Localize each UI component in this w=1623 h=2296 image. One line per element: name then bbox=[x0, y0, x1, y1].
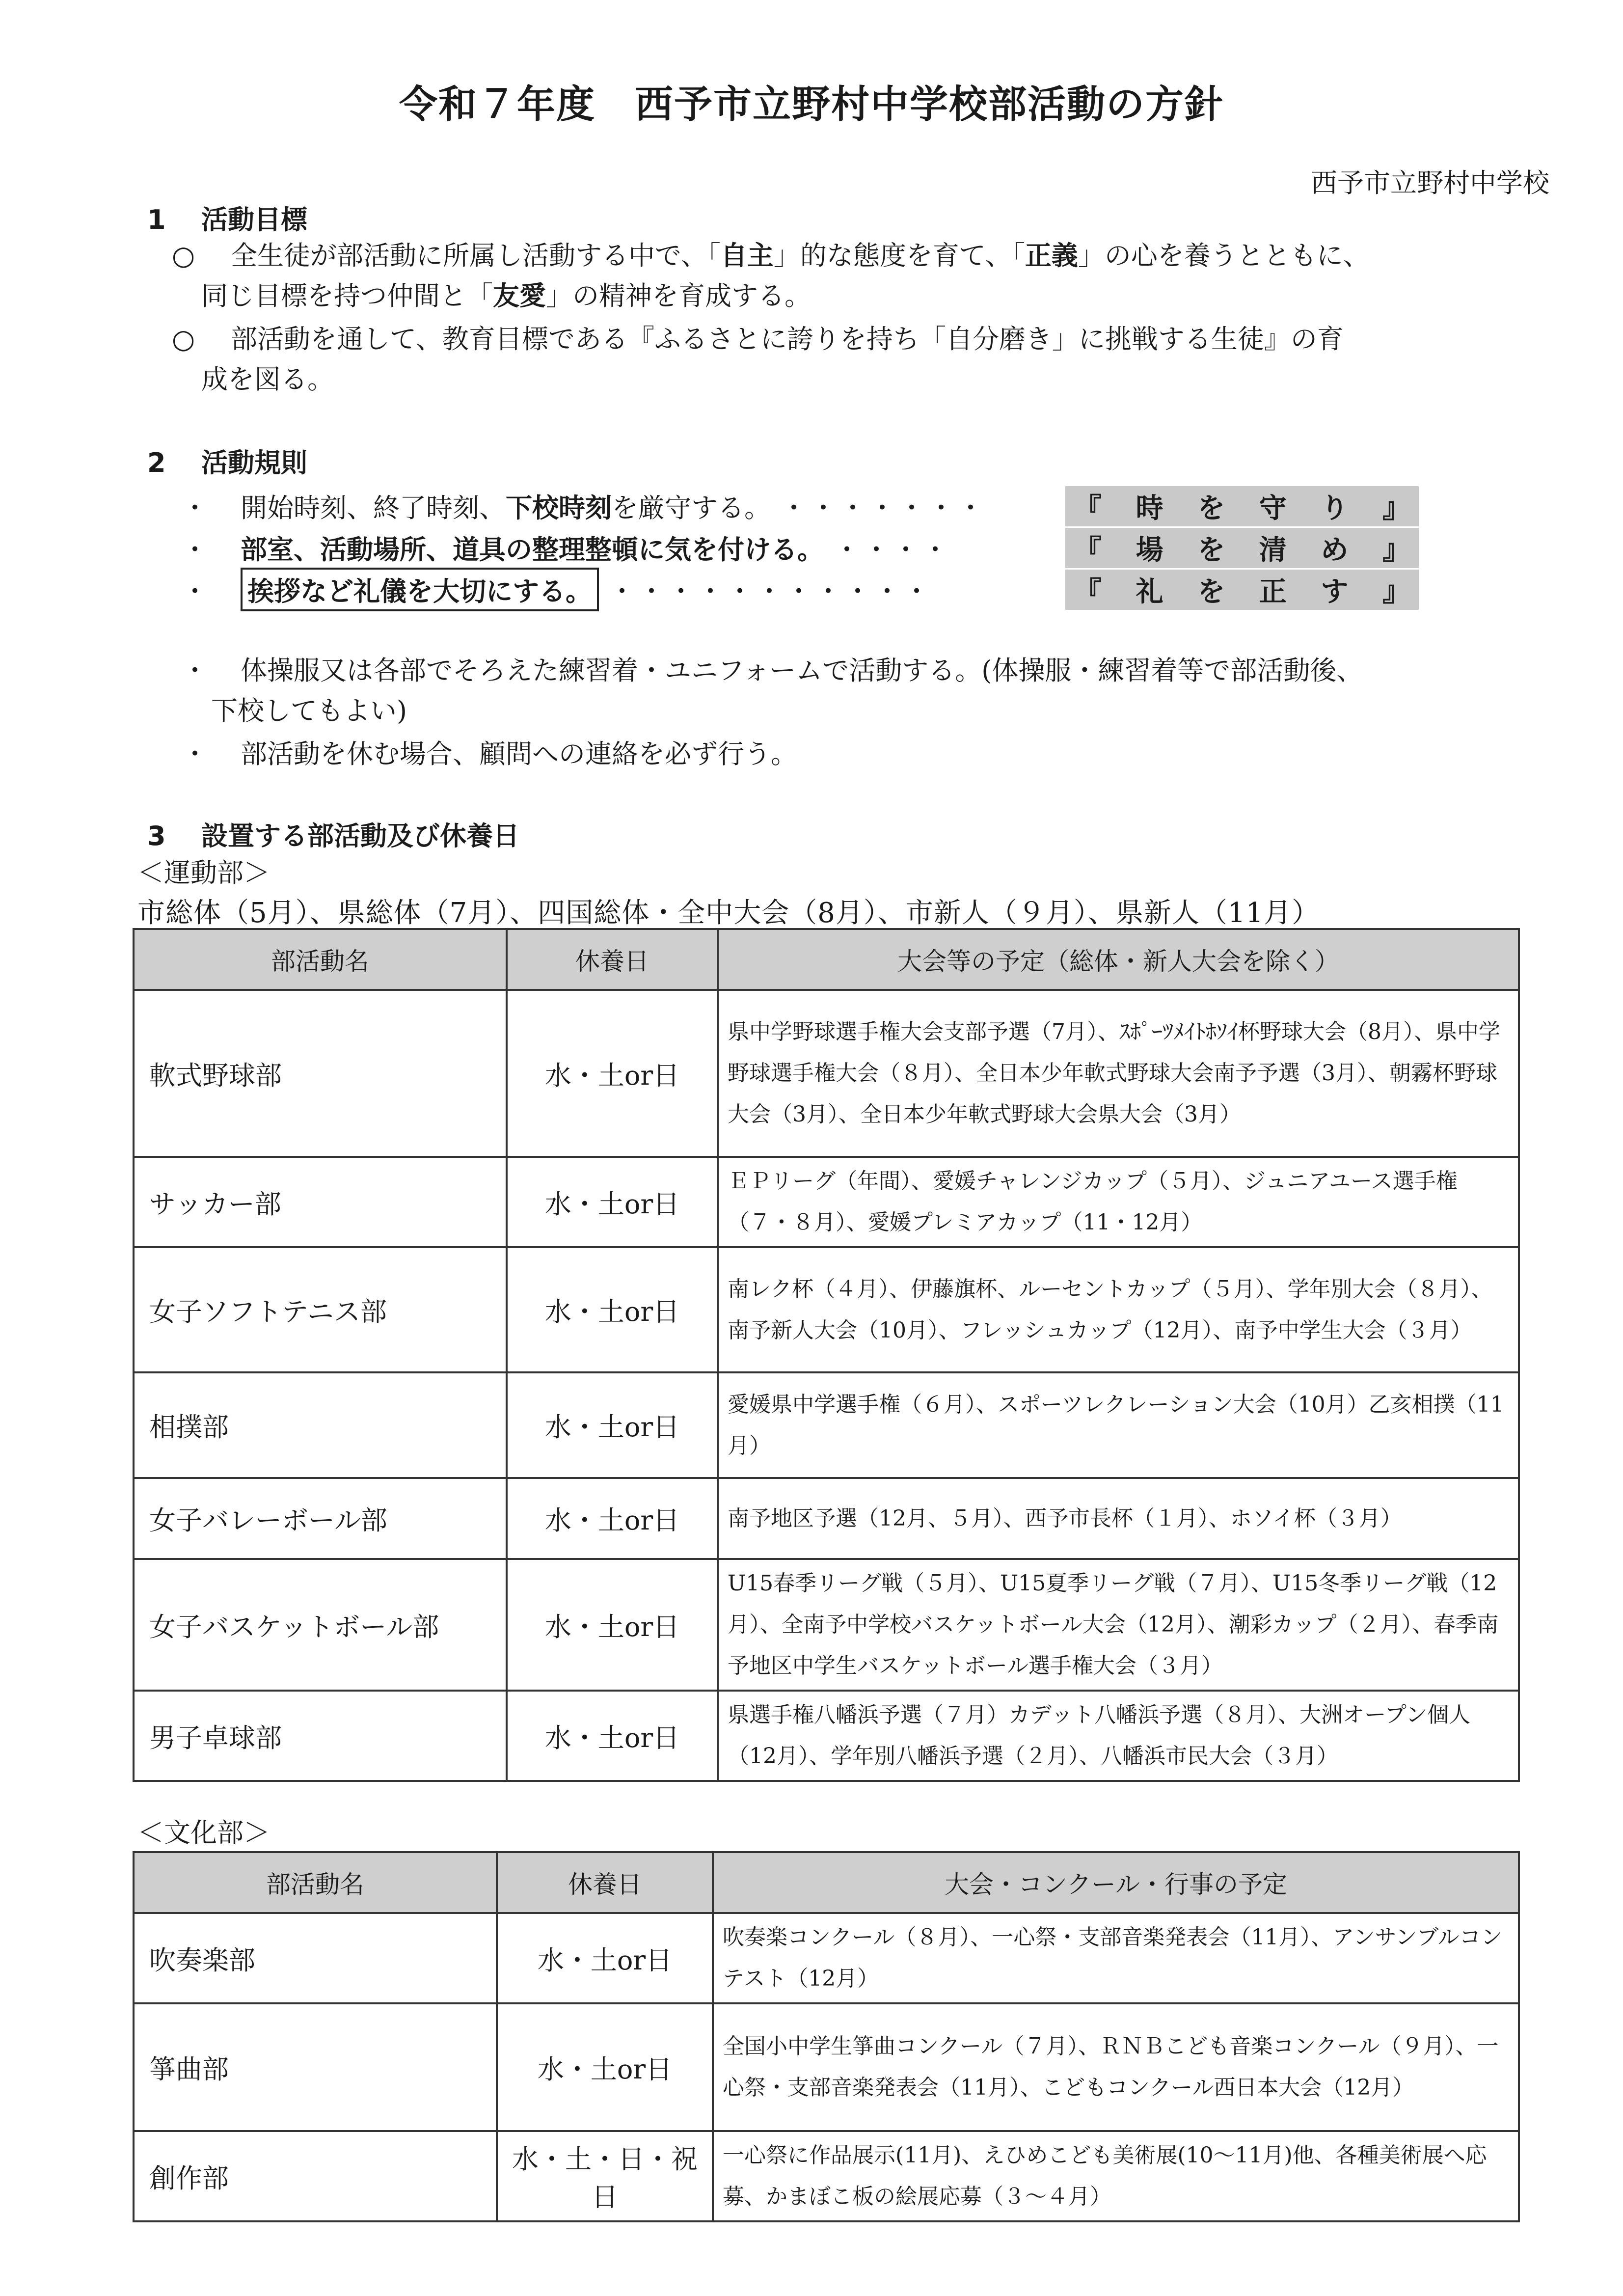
motto-clean-place bbox=[1065, 528, 1419, 568]
motto-char: 守 bbox=[1259, 492, 1287, 524]
motto-char: 時 bbox=[1136, 492, 1163, 524]
goal-item-2 bbox=[172, 319, 1532, 400]
page-title: 令和７年度 西予市立野村中学校部活動の方針 bbox=[399, 82, 1224, 127]
header-club-name: 部活動名 bbox=[134, 1852, 497, 1913]
club-events: 吹奏楽コンクール（８月）、一心祭・支部音楽発表会（11月）、アンサンブルコンテスト（12月） bbox=[713, 1913, 1519, 2003]
note-text: 部活動を休む場合、顧問への連絡を必ず行う。 bbox=[241, 738, 797, 769]
motto-char: 』 bbox=[1382, 576, 1410, 608]
goal-mark: ○ bbox=[172, 240, 195, 271]
club-name: 創作部 bbox=[134, 2131, 497, 2221]
club-name: 吹奏楽部 bbox=[134, 1913, 497, 2003]
section3-number: 3 bbox=[147, 820, 166, 851]
note-absence bbox=[182, 734, 1542, 774]
rule-bullet: ・ bbox=[182, 492, 208, 523]
note-uniform bbox=[182, 651, 1542, 731]
club-name: 女子バスケットボール部 bbox=[134, 1559, 507, 1691]
club-events: ＥＰリーグ（年間）、愛媛チャレンジカップ（５月）、ジュニアユース選手権（７・８月）、愛媛プレミアカップ（11・12月） bbox=[718, 1157, 1519, 1247]
table-header-row bbox=[134, 929, 1519, 990]
motto-char: 清 bbox=[1259, 534, 1287, 566]
rule-row bbox=[182, 525, 951, 570]
culture-label: ＜文化部＞ bbox=[137, 1817, 270, 1848]
table-row bbox=[134, 990, 1519, 1157]
motto-char: す bbox=[1321, 576, 1349, 608]
sports-tournaments: 市総体（5月）、県総体（7月）、四国総体・全中大会（8月）、市新人（９月）、県新人（11月） bbox=[137, 897, 1320, 929]
note-bullet: ・ bbox=[182, 738, 208, 769]
section2-number: 2 bbox=[147, 447, 166, 478]
club-name: 女子ソフトテニス部 bbox=[134, 1247, 507, 1372]
rest-day: 水・土or日 bbox=[507, 990, 718, 1157]
table-row bbox=[134, 1247, 1519, 1372]
rule-keyword: 部室、活動場所、道具の整理整頓に気を付ける。 bbox=[241, 534, 824, 565]
club-name: 軟式野球部 bbox=[134, 990, 507, 1157]
motto-char: 場 bbox=[1136, 534, 1163, 566]
section1-heading bbox=[147, 199, 307, 237]
club-events: 県選手権八幡浜予選（７月）カデット八幡浜予選（８月）、大洲オープン個人（12月）、学年別八幡浜予選（２月）、八幡浜市民大会（３月） bbox=[718, 1691, 1519, 1781]
table-row bbox=[134, 1691, 1519, 1781]
note-text: 下校してもよい) bbox=[211, 695, 407, 726]
goal-text: 」の心を養うとともに、 bbox=[1078, 240, 1370, 271]
section1-number: 1 bbox=[147, 204, 166, 235]
motto-char: を bbox=[1197, 492, 1225, 524]
club-events: 県中学野球選手権大会支部予選（7月）、ｽﾎﾟｰﾂﾒｲﾄﾎｿｲ杯野球大会（8月）、県中学野球選手権大会（８月）、全日本少年軟式野球大会南予予選（3月）、朝霧杯野球大会（3月）、全日本少年軟式野球大会県大会（3月） bbox=[718, 990, 1519, 1157]
motto-char: 『 bbox=[1074, 576, 1102, 608]
school-name: 西予市立野村中学校 bbox=[1311, 167, 1549, 198]
goal-text: 」の精神を育成する。 bbox=[546, 280, 811, 311]
goal-text: 成を図る。 bbox=[201, 364, 334, 395]
goal-mark: ○ bbox=[172, 324, 195, 355]
motto-char: 『 bbox=[1074, 492, 1102, 524]
sports-label: ＜運動部＞ bbox=[137, 857, 270, 888]
club-name: 箏曲部 bbox=[134, 2003, 497, 2131]
rest-day: 水・土・日・祝日 bbox=[497, 2131, 713, 2221]
table-row bbox=[134, 1913, 1519, 2003]
header-events: 大会・コンクール・行事の予定 bbox=[713, 1852, 1519, 1913]
club-events: 全国小中学生箏曲コンクール（７月）、ＲＮＢこども音楽コンクール（９月）、一心祭・支部音楽発表会（11月）、こどもコンクール西日本大会（12月） bbox=[713, 2003, 1519, 2131]
table-row bbox=[134, 2003, 1519, 2131]
rest-day: 水・土or日 bbox=[507, 1157, 718, 1247]
table-row bbox=[134, 1157, 1519, 1247]
goal-text: 全生徒が部活動に所属し活動する中で、「 bbox=[231, 240, 721, 271]
rest-day: 水・土or日 bbox=[497, 1913, 713, 2003]
motto-char: り bbox=[1321, 492, 1349, 524]
motto-char: を bbox=[1197, 534, 1225, 566]
header-club-name: 部活動名 bbox=[134, 929, 507, 990]
club-name: サッカー部 bbox=[134, 1157, 507, 1247]
table-row bbox=[134, 1372, 1519, 1478]
goal-item-1 bbox=[172, 236, 1532, 316]
club-events: 南予地区予選（12月、５月）、西予市長杯（１月）、ホソイ杯（３月） bbox=[718, 1478, 1519, 1559]
club-events: 愛媛県中学選手権（６月）、スポーツレクレーション大会（10月）乙亥相撲（11月） bbox=[718, 1372, 1519, 1478]
motto-manners bbox=[1065, 570, 1419, 610]
goal-text: 」的な態度を育て、「 bbox=[773, 240, 1025, 271]
rule-text: を厳守する。 bbox=[612, 492, 771, 523]
goal-text: 部活動を通して、教育目標である『ふるさとに誇りを持ち「自分磨き」に挑戦する生徒』の育 bbox=[231, 324, 1344, 355]
rule-bullet: ・ bbox=[182, 575, 208, 607]
section3-heading bbox=[147, 815, 519, 853]
rest-day: 水・土or日 bbox=[507, 1691, 718, 1781]
motto-char: め bbox=[1321, 534, 1349, 566]
goal-keyword: 自主 bbox=[720, 240, 774, 271]
rule-keyword-boxed: 挨拶など礼儀を大切にする。 bbox=[241, 568, 599, 611]
header-rest-day: 休養日 bbox=[507, 929, 718, 990]
motto-char: 『 bbox=[1074, 534, 1102, 566]
club-name: 相撲部 bbox=[134, 1372, 507, 1478]
club-events: U15春季リーグ戦（５月）、U15夏季リーグ戦（７月）、U15冬季リーグ戦（12月）、全南予中学校バスケットボール大会（12月）、潮彩カップ（２月）、春季南予地区中学生バスケットボール選手権大会（３月） bbox=[718, 1559, 1519, 1691]
table-row bbox=[134, 2131, 1519, 2221]
note-text: 体操服又は各部でそろえた練習着・ユニフォームで活動する。(体操服・練習着等で部活動後、 bbox=[241, 655, 1363, 686]
leader-dots: ・・・・ bbox=[834, 534, 951, 565]
rest-day: 水・土or日 bbox=[507, 1372, 718, 1478]
rule-bullet: ・ bbox=[182, 534, 208, 565]
section2-title: 活動規則 bbox=[201, 447, 307, 478]
rule-row bbox=[182, 567, 933, 611]
note-bullet: ・ bbox=[182, 655, 208, 686]
rest-day: 水・土or日 bbox=[507, 1559, 718, 1691]
club-events: 南レク杯（４月）、伊藤旗杯、ルーセントカップ（５月）、学年別大会（８月）、南予新人大会（10月）、フレッシュカップ（12月）、南予中学生大会（３月） bbox=[718, 1247, 1519, 1372]
club-events: 一心祭に作品展示(11月)、えひめこども美術展(10～11月)他、各種美術展へ応募、かまぼこ板の絵展応募（３～４月） bbox=[713, 2131, 1519, 2221]
rest-day: 水・土or日 bbox=[507, 1478, 718, 1559]
leader-dots: ・・・・・・・ bbox=[781, 492, 987, 523]
goal-keyword: 正義 bbox=[1025, 240, 1078, 271]
motto-char: 』 bbox=[1382, 492, 1410, 524]
leader-dots: ・・・・・・・・・・・ bbox=[609, 575, 933, 607]
table-header-row bbox=[134, 1852, 1519, 1913]
rest-day: 水・土or日 bbox=[497, 2003, 713, 2131]
table-row bbox=[134, 1559, 1519, 1691]
goal-keyword: 友愛 bbox=[493, 280, 546, 311]
rule-row bbox=[182, 484, 987, 528]
sports-club-table bbox=[133, 928, 1520, 1782]
motto-char: 正 bbox=[1259, 576, 1287, 608]
goal-text: 同じ目標を持つ仲間と「 bbox=[201, 280, 493, 311]
section3-title: 設置する部活動及び休養日 bbox=[201, 820, 519, 851]
header-events: 大会等の予定（総体・新人大会を除く） bbox=[718, 929, 1519, 990]
section1-title: 活動目標 bbox=[201, 204, 307, 235]
motto-keep-time bbox=[1065, 486, 1419, 526]
rest-day: 水・土or日 bbox=[507, 1247, 718, 1372]
rule-text: 開始時刻、終了時刻、 bbox=[241, 492, 506, 523]
rule-keyword: 下校時刻 bbox=[506, 492, 612, 523]
club-name: 男子卓球部 bbox=[134, 1691, 507, 1781]
club-name: 女子バレーボール部 bbox=[134, 1478, 507, 1559]
culture-club-table bbox=[133, 1851, 1520, 2222]
motto-char: を bbox=[1197, 576, 1225, 608]
table-row bbox=[134, 1478, 1519, 1559]
section2-heading bbox=[147, 442, 307, 480]
header-rest-day: 休養日 bbox=[497, 1852, 713, 1913]
motto-char: 礼 bbox=[1136, 576, 1163, 608]
motto-char: 』 bbox=[1382, 534, 1410, 566]
